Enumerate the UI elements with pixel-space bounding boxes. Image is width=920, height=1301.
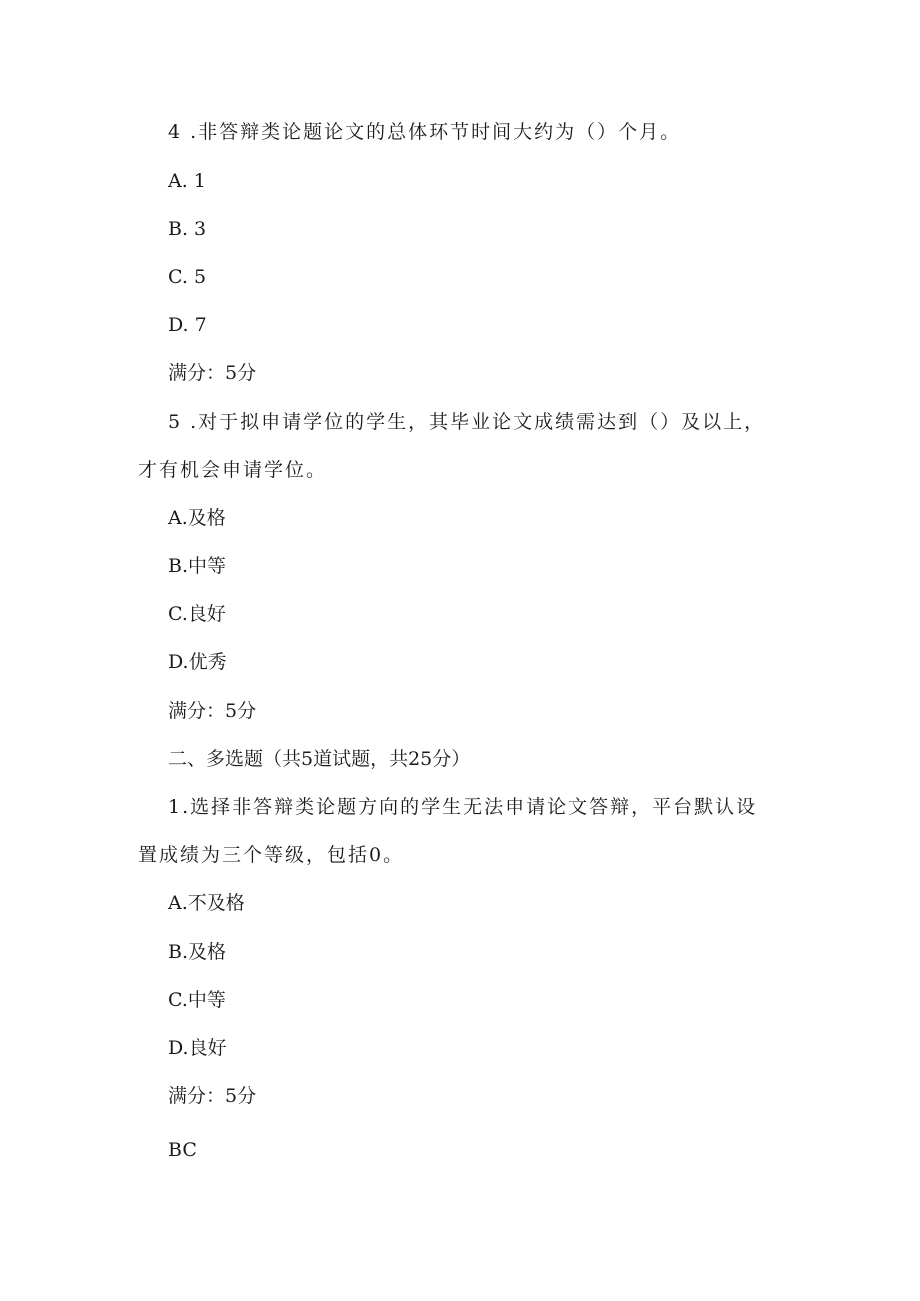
question-5-option-c: C.良好 bbox=[168, 603, 226, 625]
question-4-option-d: D. 7 bbox=[168, 314, 207, 336]
question-4-option-a: A. 1 bbox=[168, 170, 206, 192]
question-4-option-b: B. 3 bbox=[168, 218, 207, 240]
multi-question-1-score: 满分：5分 bbox=[168, 1085, 257, 1107]
question-5-stem-line1: 5 .对于拟申请学位的学生，其毕业论文成绩需达到（）及以上， bbox=[168, 411, 766, 433]
question-4-score: 满分：5分 bbox=[168, 362, 257, 384]
multi-question-1-option-c: C.中等 bbox=[168, 989, 226, 1011]
multi-question-1-stem-line2: 置成绩为三个等级，包括0。 bbox=[138, 844, 405, 866]
multi-question-1-stem-line1: 1.选择非答辩类论题方向的学生无法申请论文答辩，平台默认设 bbox=[168, 796, 758, 818]
multi-question-1-option-b: B.及格 bbox=[168, 941, 227, 963]
question-5-option-b: B.中等 bbox=[168, 555, 227, 577]
question-4-option-c: C. 5 bbox=[168, 266, 207, 288]
question-5-option-a: A.及格 bbox=[168, 507, 226, 529]
section-heading-multiple-choice: 二、多选题（共5道试题，共25分） bbox=[168, 748, 471, 770]
multi-question-1-answer: BC bbox=[168, 1139, 197, 1161]
question-5-score: 满分：5分 bbox=[168, 700, 257, 722]
multi-question-1-option-a: A.不及格 bbox=[168, 892, 245, 914]
multi-question-1-option-d: D.良好 bbox=[168, 1037, 227, 1059]
question-4-stem: 4 .非答辩类论题论文的总体环节时间大约为（）个月。 bbox=[168, 121, 682, 143]
question-5-option-d: D.优秀 bbox=[168, 651, 227, 673]
question-5-stem-line2: 才有机会申请学位。 bbox=[138, 459, 328, 481]
